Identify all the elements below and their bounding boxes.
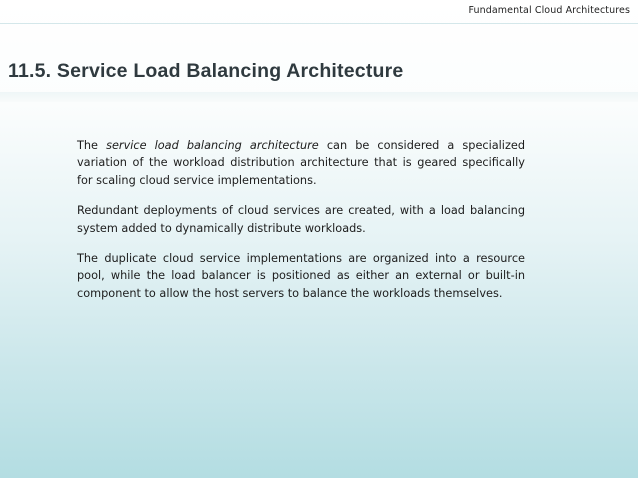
paragraph-1-rest: can be considered a specialized variation of the workload distribution architecture that is geared specifically for scaling cloud service implementations. (77, 139, 525, 187)
page-title: 11.5. Service Load Balancing Architecture (8, 60, 404, 82)
title-divider-band (0, 92, 638, 102)
paragraph-1-lead: The (77, 139, 107, 152)
header-divider (0, 23, 638, 24)
paragraph-1 (77, 137, 525, 189)
paragraph-3: The duplicate cloud service implementations are organized into a resource pool, while the load balancer is positioned as either an external or built-in component to allow the host servers to balance the workloads themselves. (77, 252, 525, 300)
header-label: Fundamental Cloud Architectures (468, 5, 630, 16)
paragraph-1-emphasis: service load balancing architecture (106, 139, 319, 152)
slide-body (77, 137, 525, 315)
paragraph-2: Redundant deployments of cloud services are created, with a load balancing system added to dynamically distribute workloads. (77, 204, 525, 235)
